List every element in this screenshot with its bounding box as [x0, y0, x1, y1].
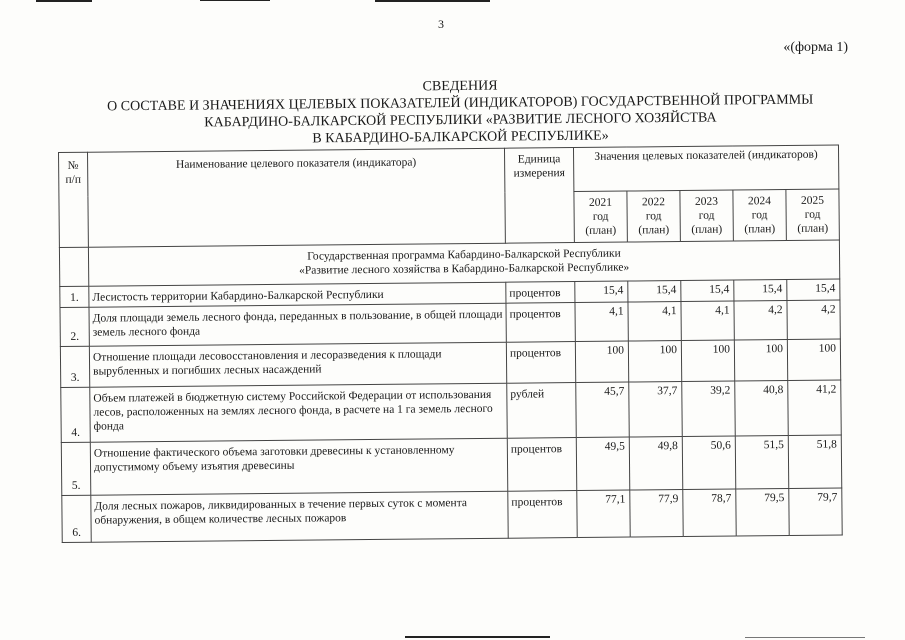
program-title: Государственная программа Кабардино-Балкарской Республики «Развитие лесного хозяйства в Кабардино-Балкарской Республике» — [88, 240, 839, 286]
row-value: 100 — [575, 341, 628, 383]
indicators-table — [58, 145, 843, 543]
header-unit: Единица измерения — [504, 148, 574, 244]
row-value: 79,7 — [789, 488, 842, 536]
table-row — [61, 380, 841, 442]
row-value: 49,5 — [576, 437, 630, 491]
title-line-4: В КАБАРДИНО-БАЛКАРСКОЙ РЕСПУБЛИКЕ» — [312, 128, 609, 147]
document-title — [40, 74, 881, 150]
row-name: Лесистость территории Кабардино-Балкарской Республики — [89, 282, 506, 307]
row-value: 4,2 — [787, 300, 840, 340]
row-value: 41,2 — [788, 380, 842, 436]
row-value: 79,5 — [736, 489, 789, 537]
row-number: 4. — [61, 387, 91, 442]
row-value: 50,6 — [682, 436, 736, 490]
row-value: 40,8 — [735, 381, 789, 437]
scan-artifact-top-mid — [200, 0, 270, 1]
row-name: Отношение площади лесовосстановления и лесоразведения к площади вырубленных и погибших лесных насаждений — [89, 342, 506, 387]
row-value: 78,7 — [683, 489, 736, 537]
row-number: 2. — [60, 307, 89, 346]
row-value: 100 — [734, 340, 787, 382]
row-value: 15,4 — [628, 281, 681, 303]
row-value: 51,8 — [788, 435, 842, 489]
row-unit: процентов — [506, 282, 575, 304]
row-value: 100 — [681, 340, 734, 382]
row-value: 51,5 — [735, 436, 789, 490]
title-line-1: СВЕДЕНИЯ — [422, 78, 498, 95]
row-unit: процентов — [507, 438, 577, 492]
row-unit: процентов — [508, 491, 577, 539]
row-name: Объем платежей в бюджетную систему Российской Федерации от использования лесов, расположенных на землях лесного фонда, в расчете на 1 га земель лесного фонда — [90, 383, 508, 442]
row-value: 15,4 — [575, 281, 628, 303]
row-number: 6. — [62, 495, 91, 542]
scan-artifact-bottom — [405, 636, 550, 638]
year-header: 2022 год (план) — [627, 191, 680, 242]
indicators-table-wrapper — [58, 145, 843, 543]
header-num: № п/п — [59, 152, 89, 247]
table-row — [62, 488, 842, 542]
row-name: Отношение фактического объема заготовки древесины к установленному допустимому объему изъятия древесины — [90, 438, 507, 495]
row-value: 15,4 — [681, 280, 734, 302]
row-value: 45,7 — [576, 382, 630, 438]
year-header: 2025 год (план) — [786, 189, 839, 240]
scan-artifact-top-right — [375, 0, 490, 2]
row-value: 4,1 — [681, 301, 734, 341]
page-number: 3 — [438, 17, 444, 31]
program-num-cell — [59, 247, 88, 286]
header-values: Значения целевых показателей (индикаторов) — [573, 145, 838, 192]
year-header: 2024 год (план) — [733, 190, 786, 241]
row-number: 1. — [60, 286, 89, 307]
row-value: 4,1 — [628, 302, 681, 342]
row-unit: рублей — [507, 383, 577, 439]
row-unit: процентов — [506, 303, 575, 343]
row-value: 4,1 — [575, 302, 628, 342]
table-row — [61, 435, 841, 495]
scan-artifact-bottom-right — [745, 637, 865, 638]
row-value: 39,2 — [682, 381, 736, 437]
table-header-row — [59, 145, 839, 197]
row-value: 15,4 — [734, 280, 787, 302]
row-number: 5. — [61, 442, 91, 495]
header-name: Наименование целевого показателя (индикатора) — [88, 148, 506, 247]
title-line-2: О СОСТАВЕ И ЗНАЧЕНИЯХ ЦЕЛЕВЫХ ПОКАЗАТЕЛЕЙ (ИНДИКАТОРОВ) ГОСУДАРСТВЕННОЙ ПРОГРАММЫ — [107, 92, 814, 115]
row-value: 37,7 — [629, 382, 683, 438]
year-header: 2021 год (план) — [574, 191, 627, 242]
row-name: Доля площади земель лесного фонда, переданных в пользование, в общей площади земель лесного фонда — [89, 303, 506, 346]
scan-artifact-top-left — [36, 0, 92, 2]
row-value: 100 — [787, 339, 840, 381]
row-value: 100 — [628, 341, 681, 383]
year-header: 2023 год (план) — [680, 190, 733, 241]
row-number: 3. — [60, 346, 89, 387]
form-label: «(форма 1) — [783, 40, 848, 55]
row-value: 4,2 — [734, 301, 787, 341]
row-value: 77,1 — [577, 490, 630, 538]
row-unit: процентов — [506, 342, 575, 384]
row-value: 49,8 — [629, 437, 683, 491]
row-value: 77,9 — [630, 490, 683, 538]
title-line-3: КАБАРДИНО-БАЛКАРСКОЙ РЕСПУБЛИКИ «РАЗВИТИЕ ЛЕСНОГО ХОЗЯЙСТВА — [204, 110, 717, 131]
row-name: Доля лесных пожаров, ликвидированных в течение первых суток с момента обнаружения, в общем количестве лесных пожаров — [91, 491, 508, 542]
row-value: 15,4 — [787, 279, 840, 301]
